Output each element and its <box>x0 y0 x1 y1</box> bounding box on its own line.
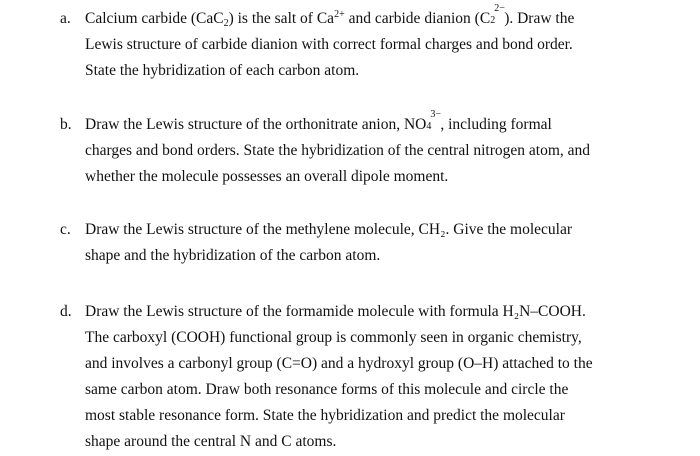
question-line: shape and the hybridization of the carbon atom. <box>85 247 381 264</box>
question-text <box>85 3 685 84</box>
question-text <box>85 217 685 269</box>
question-line: Calcium carbide (CaC$_2$) is the salt of $Ca^{2+}$ and carbide dianion (C 2 2− ). Draw the <box>85 3 575 29</box>
question-line: Draw the Lewis structure of the formamide molecule with formula H₂N–COOH. <box>85 303 586 320</box>
question-line: The carboxyl (COOH) functional group is commonly seen in organic chemistry, <box>85 329 582 346</box>
question-line: whether the molecule possesses an overall dipole moment. <box>85 168 449 185</box>
question-line: State the hybridization of each carbon atom. <box>85 62 360 79</box>
question-line: Lewis structure of carbide dianion with correct formal charges and bond order. <box>85 36 573 53</box>
question-line: and involves a carbonyl group (C=O) and a hydroxyl group (O–H) attached to the <box>85 355 593 372</box>
question-letter: a. <box>60 10 71 27</box>
question-letter: d. <box>60 303 72 320</box>
question-line: most stable resonance form. State the hybridization and predict the molecular <box>85 407 565 424</box>
question-line: Draw the Lewis structure of the methylene molecule, CH₂. Give the molecular <box>85 221 573 238</box>
question-text <box>85 109 685 190</box>
question-line: shape around the central N and C atoms. <box>85 433 337 450</box>
question-line: same carbon atom. Draw both resonance forms of this molecule and circle the <box>85 381 569 398</box>
question-text <box>85 299 685 455</box>
question-line: charges and bond orders. State the hybridization of the central nitrogen atom, and <box>85 142 591 159</box>
question-line: Draw the Lewis structure of the orthonitrate anion, NO 4 3− , including formal <box>85 109 552 133</box>
question-letter: b. <box>60 116 72 133</box>
question-letter: c. <box>60 221 71 238</box>
